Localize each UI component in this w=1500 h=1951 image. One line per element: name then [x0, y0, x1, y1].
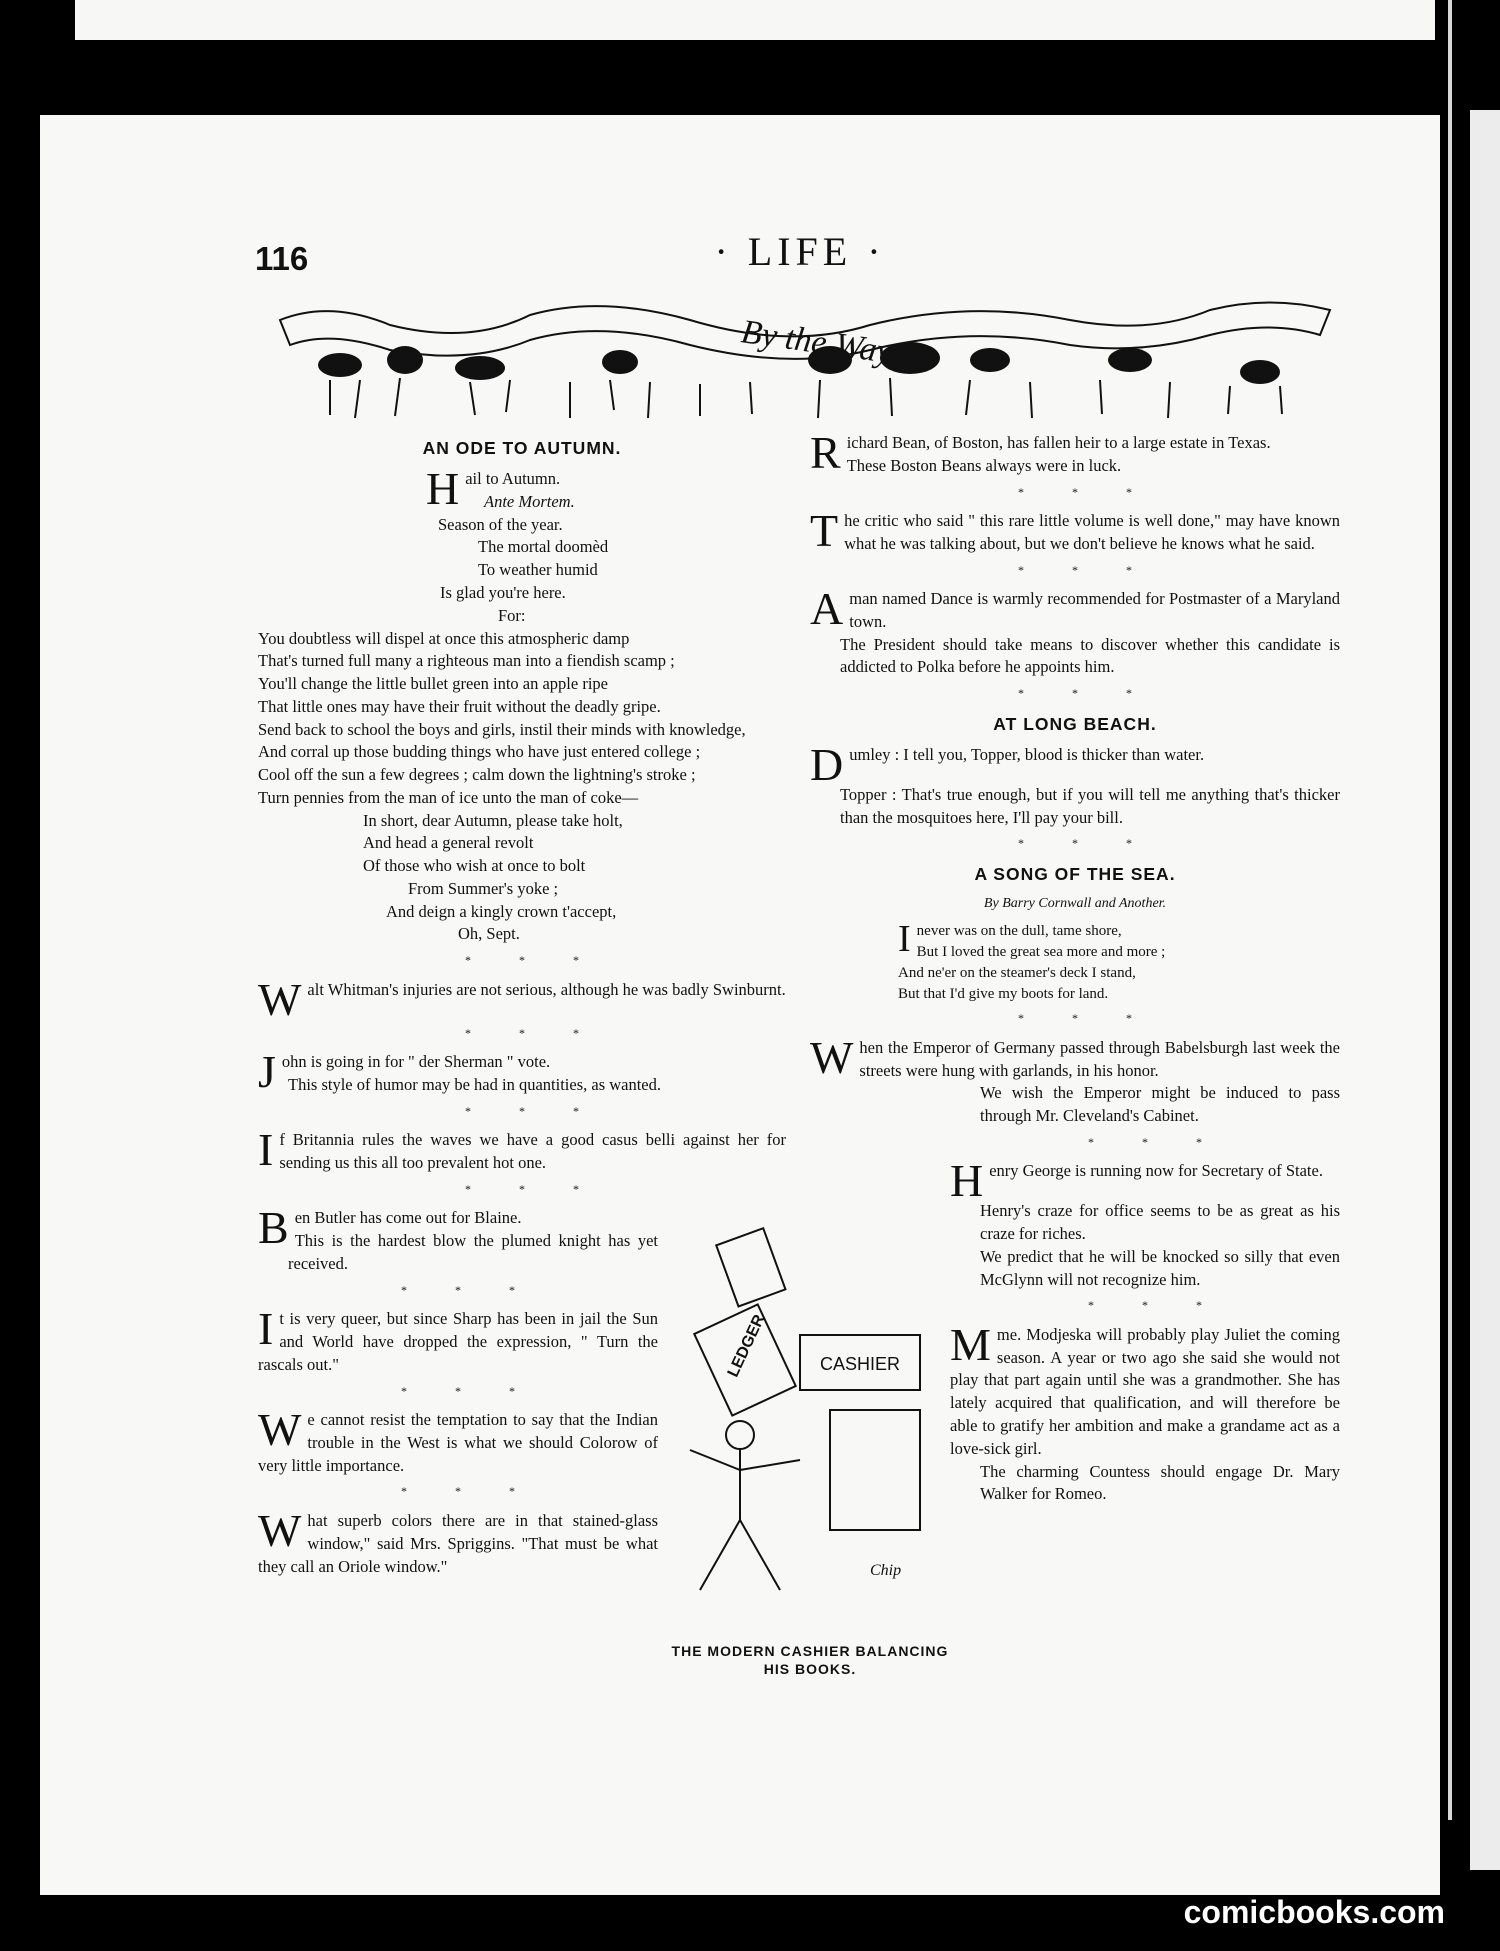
next-page-edge: [1470, 110, 1500, 1870]
ode-line: That's turned full many a righteous man into a fiendish scamp ;: [258, 651, 675, 671]
ode-line: Oh, Sept.: [458, 924, 520, 944]
paragraph-dance-2: The President should take means to discover whether this candidate is addicted to Polka before he appoints him.: [840, 634, 1340, 677]
ode-line: Ante Mortem.: [484, 491, 575, 511]
paragraph-george-3: We predict that he will be knocked so silly that even McGlynn will not recognize him.: [980, 1246, 1340, 1289]
separator: ***: [465, 1103, 627, 1118]
paragraph-sharp: It is very queer, but since Sharp has been in jail the Sun and World have dropped the expression, " Turn the rascals out.": [258, 1303, 658, 1374]
ode-line: Season of the year.: [438, 514, 563, 534]
song-line: And ne'er on the steamer's deck I stand,: [898, 964, 1136, 981]
ode-line: You'll change the little bullet green into an apple ripe: [258, 674, 608, 694]
separator: ***: [1088, 1134, 1250, 1149]
magazine-title: · LIFE ·: [714, 229, 886, 274]
ode-line: To weather humid: [478, 560, 598, 580]
dialogue-dumley: Dumley : I tell you, Topper, blood is thicker than water.: [810, 738, 1205, 790]
ode-line: And deign a kingly crown t'accept,: [386, 901, 617, 921]
ode-line: Cool off the sun a few degrees ; calm down the lightning's stroke ;: [258, 765, 696, 785]
ode-line: The mortal doomèd: [478, 537, 609, 557]
separator: ***: [1018, 836, 1180, 851]
paragraph-john: John is going in for " der Sherman " vote.: [258, 1046, 551, 1098]
ode-title: AN ODE TO AUTUMN.: [422, 438, 622, 458]
paragraph-emperor: When the Emperor of Germany passed through Babelsburgh last week the streets were hung with garlands, in his honor.: [810, 1031, 1340, 1083]
ode-line: You doubtless will dispel at once this atmospheric damp: [258, 628, 630, 648]
separator: ***: [401, 1484, 563, 1499]
paragraph-britannia: If Britannia rules the waves we have a good casus belli against her for sending us this all too prevalent hot one.: [258, 1124, 786, 1176]
page-gutter: [1448, 0, 1452, 1820]
right-column: [810, 427, 1340, 1506]
page-number: 116: [255, 240, 309, 277]
dialogue-topper: Topper : That's true enough, but if you will tell me anything that's thicker than the mosquitoes here, I'll pay your bill.: [840, 784, 1340, 827]
separator: ***: [1018, 562, 1180, 577]
previous-page-edge: [75, 0, 1435, 40]
illustration-caption: THE MODERN CASHIER BALANCING HIS BOOKS.: [671, 1643, 949, 1678]
artist-signature: Chip: [870, 1562, 902, 1579]
separator: ***: [465, 953, 627, 968]
ode-line: From Summer's yoke ;: [408, 878, 559, 898]
site-watermark: comicbooks.com: [1183, 1894, 1445, 1930]
song-line: But that I'd give my boots for land.: [898, 985, 1109, 1002]
separator: ***: [1088, 1298, 1250, 1313]
paragraph-modjeska: Mme. Modjeska will probably play Juliet the coming season. A year or two ago she said she would not play that part again until she was a grandmother. She has lately acquired that qualification, and will therefore be able to gratify her ambition and make a grandame act as a love-sick girl.: [950, 1318, 1340, 1458]
ode-line: In short, dear Autumn, please take holt,: [363, 810, 623, 830]
by-the-way-banner: [270, 290, 1360, 420]
paragraph-emperor-2: We wish the Emperor might be induced to pass through Mr. Cleveland's Cabinet.: [980, 1083, 1340, 1126]
separator: ***: [401, 1282, 563, 1297]
ode-line: Hail to Autumn.: [426, 463, 561, 515]
paragraph-dance: A man named Dance is warmly recommended for Postmaster of a Maryland town.: [810, 583, 1340, 635]
ode-line: Turn pennies from the man of ice unto the man of coke—: [258, 787, 639, 807]
ode-line: Is glad you're here.: [440, 582, 566, 602]
ode-line: That little ones may have their fruit without the deadly gripe.: [258, 696, 661, 716]
separator: ***: [1018, 1011, 1180, 1026]
song-line: I never was on the dull, tame shore,: [898, 918, 1122, 961]
ode-line: And head a general revolt: [363, 833, 534, 853]
ode-opening: [258, 463, 786, 515]
separator: ***: [1018, 686, 1180, 701]
song-title: A SONG OF THE SEA.: [974, 863, 1176, 884]
separator: ***: [1018, 484, 1180, 499]
paragraph-butler-2: This is the hardest blow the plumed knight has yet received.: [288, 1231, 658, 1273]
song-line: But I loved the great sea more and more ;: [916, 944, 1166, 961]
paragraph-george-2: Henry's craze for office seems to be as great as his craze for riches.: [980, 1201, 1340, 1244]
paragraph-john-2: This style of humor may be had in quantities, as wanted.: [288, 1075, 662, 1095]
paragraph-whitman: Walt Whitman's injuries are not serious, although he was badly Swinburnt.: [258, 973, 786, 1025]
separator: ***: [465, 1025, 627, 1040]
paragraph-modjeska-2: The charming Countess should engage Dr. Mary Walker for Romeo.: [980, 1461, 1340, 1504]
paragraph-bean: Richard Bean, of Boston, has fallen heir to a large estate in Texas.: [810, 427, 1271, 478]
ode-line: Of those who wish at once to bolt: [363, 856, 586, 876]
ode-line: And corral up those budding things who have just entered college ;: [258, 742, 701, 762]
song-verse: [810, 918, 1340, 1004]
long-beach-title: AT LONG BEACH.: [993, 713, 1157, 734]
cashier-sign: CASHIER: [820, 1354, 901, 1374]
ledger-label: LEDGER: [724, 1312, 769, 1380]
paragraph-butler: Ben Butler has come out for Blaine.: [258, 1202, 522, 1254]
banner-text: By the Way: [738, 313, 895, 372]
paragraph-critic: The critic who said " this rare little volume is well done," may have known what he was talking about, but we don't believe he knows what he said.: [810, 505, 1340, 557]
ode-line: Send back to school the boys and girls, instil their minds with knowledge,: [258, 719, 746, 739]
ode-line: For:: [498, 605, 526, 625]
song-byline: By Barry Cornwall and Another.: [983, 896, 1167, 912]
paragraph-bean-2: These Boston Beans always were in luck.: [846, 455, 1122, 475]
paragraph-george: Henry George is running now for Secretary of State.: [950, 1155, 1323, 1207]
paragraph-oriole: What superb colors there are in that stained-glass window," said Mrs. Spriggins. "That must be what they call an Oriole window.": [258, 1505, 658, 1576]
paragraph-colorow: We cannot resist the temptation to say that the Indian trouble in the West is what we should Colorow of very little importance.: [258, 1404, 658, 1475]
separator: ***: [401, 1383, 563, 1398]
separator: ***: [465, 1181, 627, 1196]
